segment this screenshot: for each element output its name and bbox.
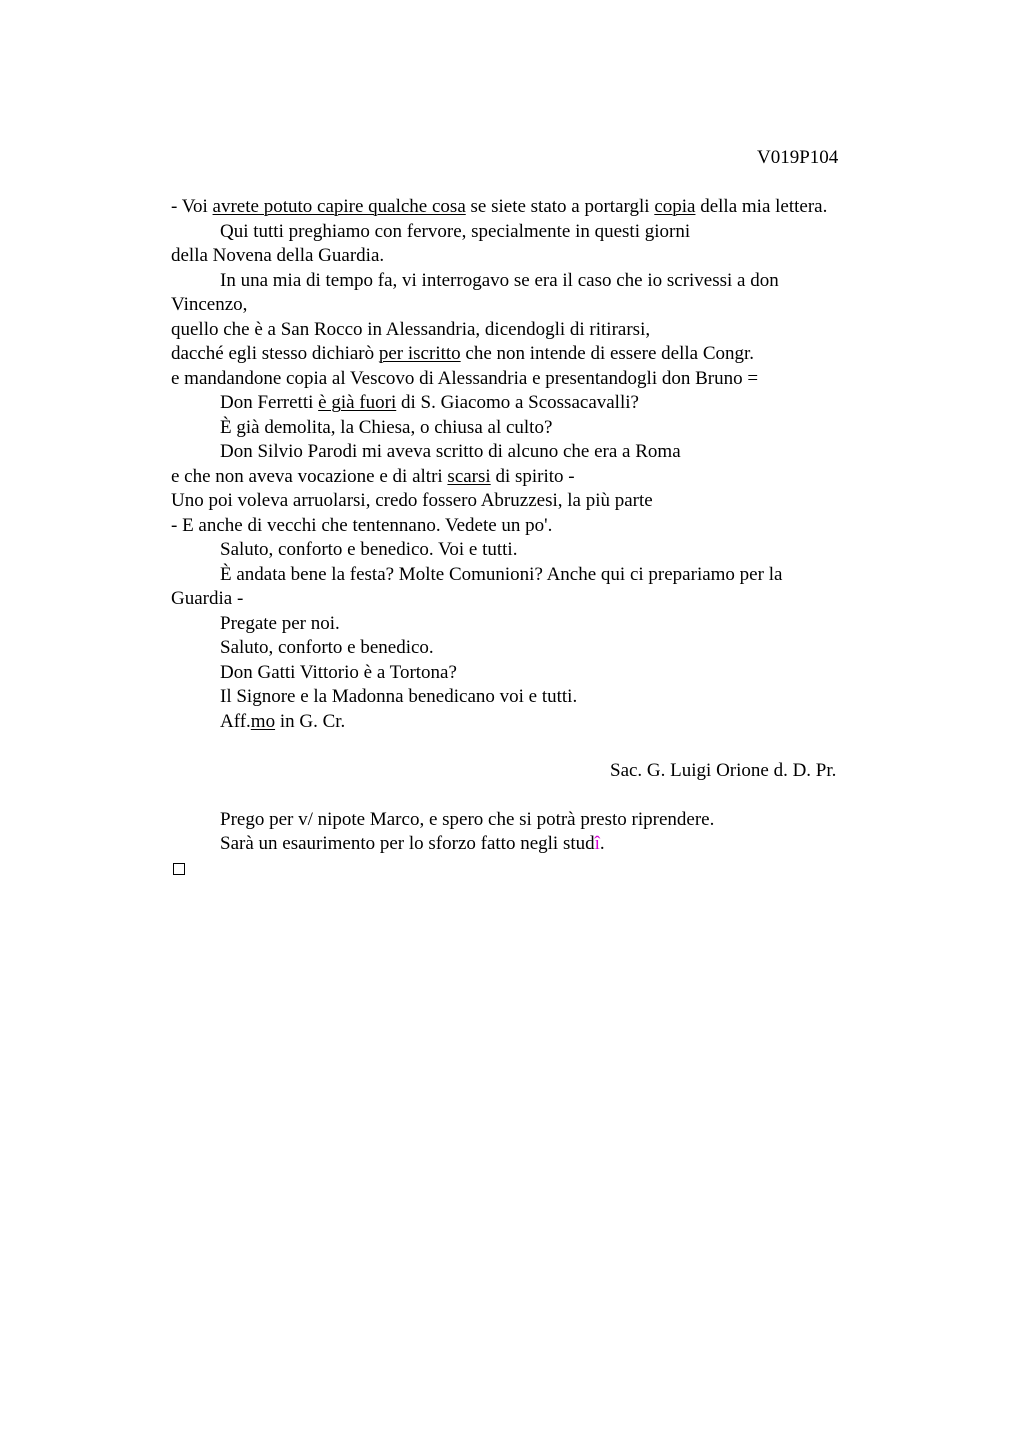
underlined-word: copia [654,196,696,217]
line-22: Aff.mo in G. Cr. [220,710,346,732]
line-16: È andata bene la festa? Molte Comunioni? Anche qui ci prepariamo per la [220,563,783,585]
underlined-phrase: per iscritto [378,343,461,364]
line-5: Vincenzo, [171,294,248,315]
underlined-phrase: avrete potuto capire qualche cosa [212,196,466,217]
line-6: quello che è a San Rocco in Alessandria, dicendogli di ritirarsi, [171,318,651,340]
line-14: - E anche di vecchi che tentennano. Vedete un po'. [171,514,553,536]
end-marker-line [171,857,891,882]
line-19: Saluto, conforto e benedico. [220,637,434,658]
postscript-line-1: Prego per v/ nipote Marco, e spero che si potrà presto riprendere. [220,808,715,830]
line-1: - Voi avrete potuto capire qualche cosa se siete stato a portargli copia della mia lettera. [171,196,828,217]
line-15: Saluto, conforto e benedico. Voi e tutti. [220,539,518,560]
square-outline-icon [173,863,185,875]
blank-line [171,734,891,759]
line-17: Guardia - [171,588,244,609]
line-3: della Novena della Guardia. [171,245,385,266]
underlined-word: scarsi [447,465,491,487]
highlighted-character: î [594,833,600,854]
line-4: In una mia di tempo fa, vi interrogavo se era il caso che io scrivessi a don [220,269,779,291]
line-7: dacché egli stesso dichiarò per iscritto che non intende di essere della Congr. [171,343,755,364]
line-20: Don Gatti Vittorio è a Tortona? [220,661,457,683]
underlined-phrase: è già fuori [318,392,397,413]
blank-line [171,783,891,808]
line-9: Don Ferretti è già fuori di S. Giacomo a Scossacavalli? [220,392,639,413]
postscript-line-2: Sarà un esaurimento per lo sforzo fatto negli studî. [220,833,605,854]
line-18: Pregate per noi. [220,612,340,634]
line-11: Don Silvio Parodi mi aveva scritto di alcuno che era a Roma [220,441,681,462]
line-10: È già demolita, la Chiesa, o chiusa al culto? [220,416,553,438]
signature: Sac. G. Luigi Orione d. D. Pr. [610,759,837,781]
line-21: Il Signore e la Madonna benedicano voi e tutti. [220,686,578,707]
line-13: Uno poi voleva arruolarsi, credo fossero Abruzzesi, la più parte [171,490,653,511]
line-12: e che non aveva vocazione e di altri scarsi di spirito - [171,465,575,487]
page-reference: V019P104 [757,147,839,168]
line-2: Qui tutti preghiamo con fervore, specialmente in questi giorni [220,220,691,242]
underlined-abbreviation: mo [250,710,276,732]
line-8: e mandandone copia al Vescovo di Alessandria e presentandogli don Bruno = [171,367,759,389]
letter-body [171,195,891,881]
